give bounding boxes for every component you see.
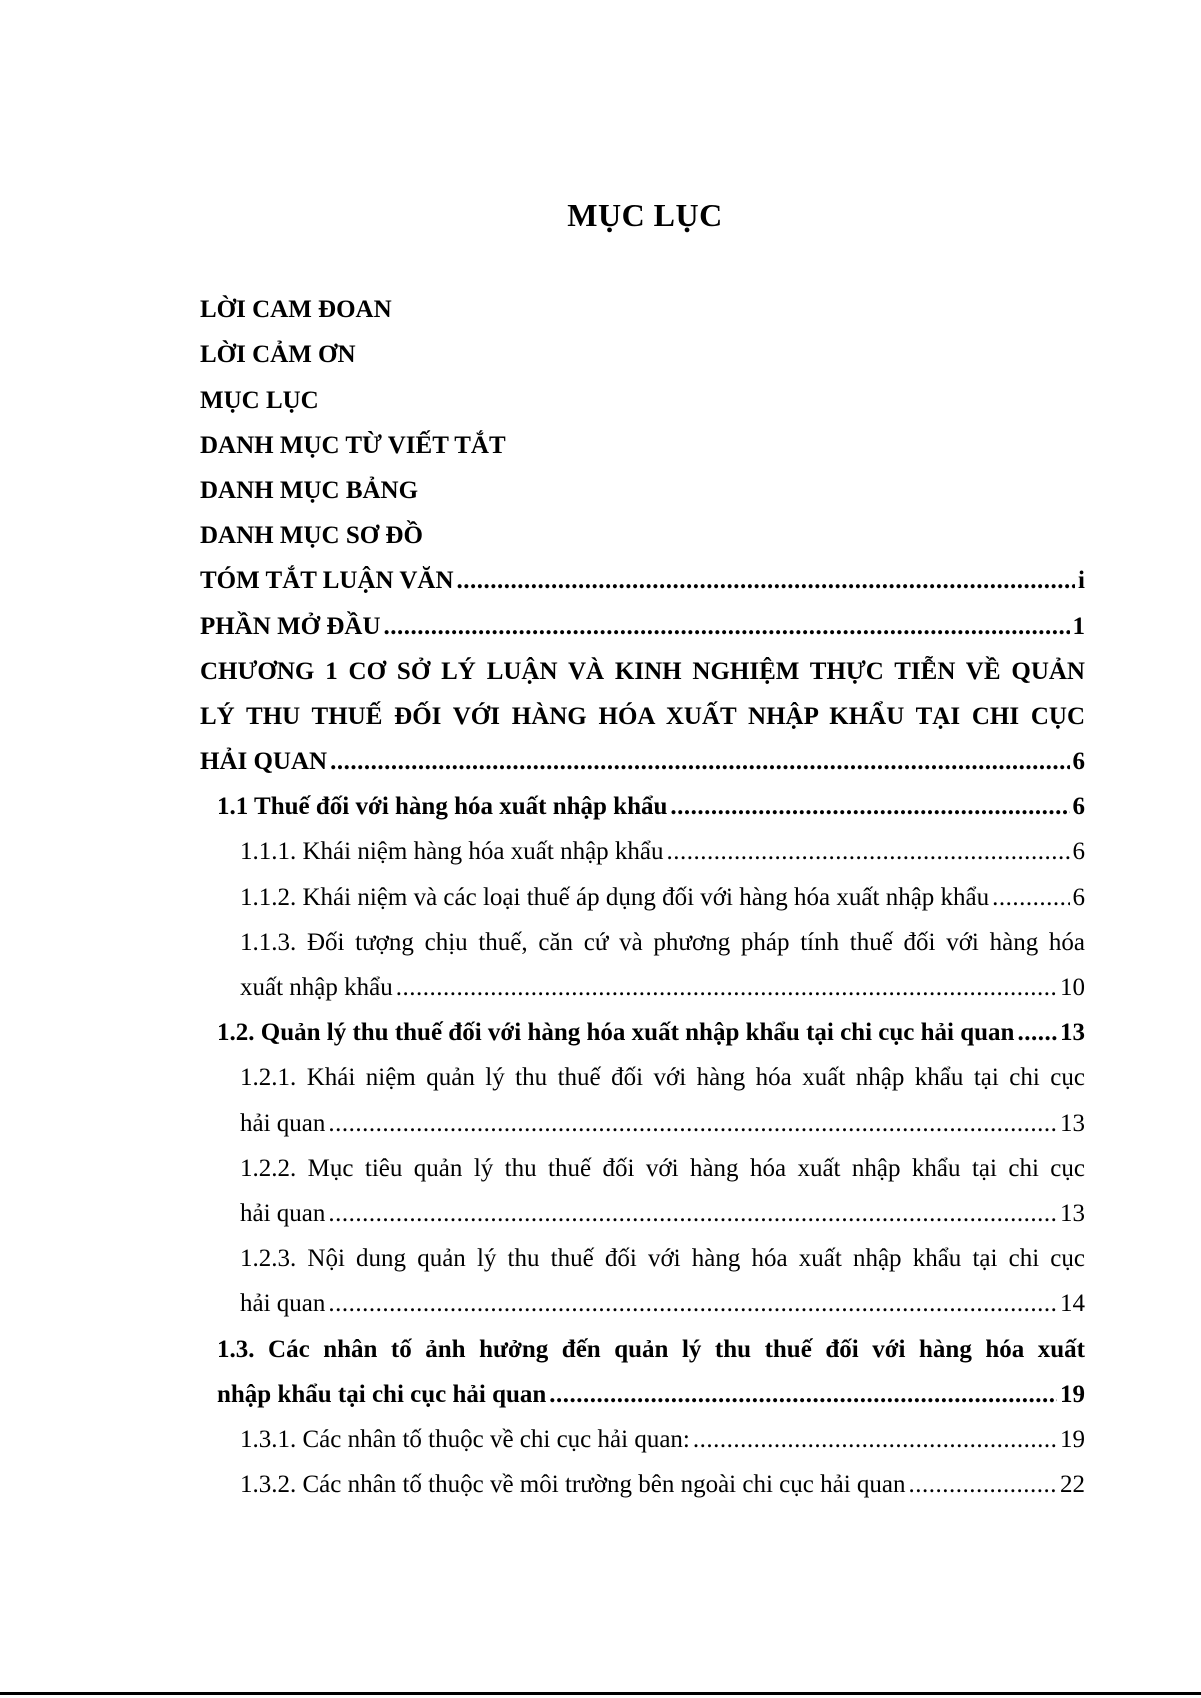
toc-entry-label: nhập khẩu tại chi cục hải quan bbox=[217, 1380, 547, 1408]
toc-entry[interactable] bbox=[200, 596, 1085, 641]
toc-entry[interactable] bbox=[240, 1274, 1085, 1319]
toc-leader-dots bbox=[396, 973, 1057, 1003]
toc-entry[interactable] bbox=[240, 1229, 1085, 1274]
toc-leader-dots bbox=[909, 1470, 1058, 1500]
toc-entry[interactable] bbox=[200, 642, 1085, 687]
toc-page-number: i bbox=[1078, 567, 1085, 595]
table-of-contents bbox=[200, 280, 1085, 1500]
toc-entry-label: 1.1.2. Khái niệm và các loại thuế áp dụng đối với hàng hóa xuất nhập khẩu bbox=[240, 883, 990, 911]
toc-entry-label: 1.1.1. Khái niệm hàng hóa xuất nhập khẩu bbox=[240, 838, 664, 866]
toc-entry[interactable] bbox=[217, 1003, 1085, 1048]
toc-entry-label: MỤC LỤC bbox=[200, 386, 319, 414]
toc-leader-dots bbox=[670, 792, 1069, 822]
toc-entry-label: HẢI QUAN bbox=[200, 748, 328, 776]
toc-entry[interactable] bbox=[240, 913, 1085, 958]
page-title: MỤC LỤC bbox=[567, 197, 723, 233]
toc-page-number: 14 bbox=[1060, 1290, 1085, 1318]
toc-leader-dots bbox=[457, 566, 1076, 596]
toc-entry-label: CHƯƠNG 1 CƠ SỞ LÝ LUẬN VÀ KINH NGHIỆM THỰC TIỄN VỀ QUẢN bbox=[200, 657, 1085, 685]
toc-entry-label: 1.2.2. Mục tiêu quản lý thu thuế đối với hàng hóa xuất nhập khẩu tại chi cục bbox=[240, 1154, 1085, 1182]
toc-entry-label: 1.1 Thuế đối với hàng hóa xuất nhập khẩu bbox=[217, 793, 668, 821]
toc-leader-dots bbox=[328, 1199, 1057, 1229]
toc-entry[interactable] bbox=[200, 416, 1085, 461]
toc-page-number: 6 bbox=[1072, 838, 1085, 866]
toc-entry-label: xuất nhập khẩu bbox=[240, 974, 393, 1001]
toc-entry[interactable] bbox=[200, 687, 1085, 732]
toc-leader-dots bbox=[1017, 1018, 1057, 1048]
toc-entry-label: hải quan bbox=[240, 1199, 326, 1227]
toc-leader-dots bbox=[549, 1380, 1057, 1410]
toc-leader-dots bbox=[667, 837, 1070, 867]
toc-page-number: 19 bbox=[1060, 1425, 1085, 1453]
toc-leader-dots bbox=[330, 747, 1069, 777]
toc-page-number: 22 bbox=[1060, 1471, 1085, 1499]
toc-entry-label: 1.1.3. Đối tượng chịu thuế, căn cứ và phương pháp tính thuế đối với hàng hóa bbox=[240, 928, 1085, 956]
toc-leader-dots bbox=[384, 612, 1070, 642]
toc-entry-label: DANH MỤC SƠ ĐỒ bbox=[200, 522, 423, 550]
toc-leader-dots bbox=[693, 1425, 1057, 1455]
toc-entry-label: LỜI CẢM ƠN bbox=[200, 341, 356, 369]
toc-entry-label: hải quan bbox=[240, 1109, 326, 1137]
toc-entry[interactable] bbox=[240, 1455, 1085, 1500]
toc-leader-dots bbox=[328, 1109, 1057, 1139]
toc-page-number: 6 bbox=[1072, 748, 1085, 776]
toc-entry[interactable] bbox=[217, 1365, 1085, 1410]
toc-entry-label: 1.3. Các nhân tố ảnh hưởng đến quản lý thu thuế đối với hàng hóa xuất bbox=[217, 1335, 1085, 1363]
toc-page-number: 6 bbox=[1072, 883, 1085, 911]
toc-entry[interactable] bbox=[240, 822, 1085, 867]
toc-page-number: 13 bbox=[1060, 1109, 1085, 1137]
page-bottom-border bbox=[0, 1692, 1201, 1695]
toc-entry[interactable] bbox=[200, 732, 1085, 777]
toc-page-number: 19 bbox=[1060, 1380, 1085, 1408]
toc-entry[interactable] bbox=[240, 1410, 1085, 1455]
toc-entry[interactable] bbox=[240, 1048, 1085, 1093]
toc-entry-label: 1.3.1. Các nhân tố thuộc về chi cục hải quan: bbox=[240, 1425, 690, 1453]
toc-entry[interactable] bbox=[240, 1184, 1085, 1229]
toc-entry[interactable] bbox=[200, 551, 1085, 596]
toc-entry-label: TÓM TẮT LUẬN VĂN bbox=[200, 567, 454, 595]
toc-entry[interactable] bbox=[240, 1139, 1085, 1184]
toc-page-number: 10 bbox=[1060, 974, 1085, 1001]
toc-entry-label: DANH MỤC TỪ VIẾT TẮT bbox=[200, 431, 506, 459]
toc-entry-label: 1.2.3. Nội dung quản lý thu thuế đối với hàng hóa xuất nhập khẩu tại chi cục bbox=[240, 1245, 1085, 1273]
toc-page-number: 6 bbox=[1072, 793, 1085, 821]
toc-entry-label: hải quan bbox=[240, 1290, 326, 1318]
toc-entry-label: 1.2.1. Khái niệm quản lý thu thuế đối với hàng hóa xuất nhập khẩu tại chi cục bbox=[240, 1064, 1085, 1092]
toc-leader-dots bbox=[328, 1289, 1057, 1319]
toc-entry[interactable] bbox=[200, 506, 1085, 551]
toc-entry[interactable] bbox=[240, 867, 1085, 912]
toc-leader-dots bbox=[992, 883, 1069, 913]
toc-entry-label: PHẦN MỞ ĐẦU bbox=[200, 612, 381, 640]
toc-page-number: 13 bbox=[1060, 1199, 1085, 1227]
toc-page-number: 13 bbox=[1060, 1019, 1085, 1047]
toc-entry[interactable] bbox=[200, 461, 1085, 506]
toc-entry[interactable] bbox=[217, 777, 1085, 822]
toc-entry-label: DANH MỤC BẢNG bbox=[200, 476, 419, 504]
toc-entry-label: 1.2. Quản lý thu thuế đối với hàng hóa xuất nhập khẩu tại chi cục hải quan bbox=[217, 1019, 1015, 1047]
toc-entry-label: 1.3.2. Các nhân tố thuộc về môi trường bên ngoài chi cục hải quan bbox=[240, 1471, 906, 1499]
toc-entry[interactable] bbox=[200, 325, 1085, 370]
toc-entry[interactable] bbox=[240, 1093, 1085, 1138]
toc-entry-label: LÝ THU THUẾ ĐỐI VỚI HÀNG HÓA XUẤT NHẬP KHẨU TẠI CHI CỤC bbox=[200, 702, 1085, 730]
toc-page-number: 1 bbox=[1072, 612, 1085, 640]
toc-entry-label: LỜI CAM ĐOAN bbox=[200, 296, 392, 324]
toc-entry[interactable] bbox=[240, 958, 1085, 1003]
toc-entry[interactable] bbox=[200, 370, 1085, 415]
toc-entry[interactable] bbox=[200, 280, 1085, 325]
toc-entry[interactable] bbox=[217, 1319, 1085, 1364]
